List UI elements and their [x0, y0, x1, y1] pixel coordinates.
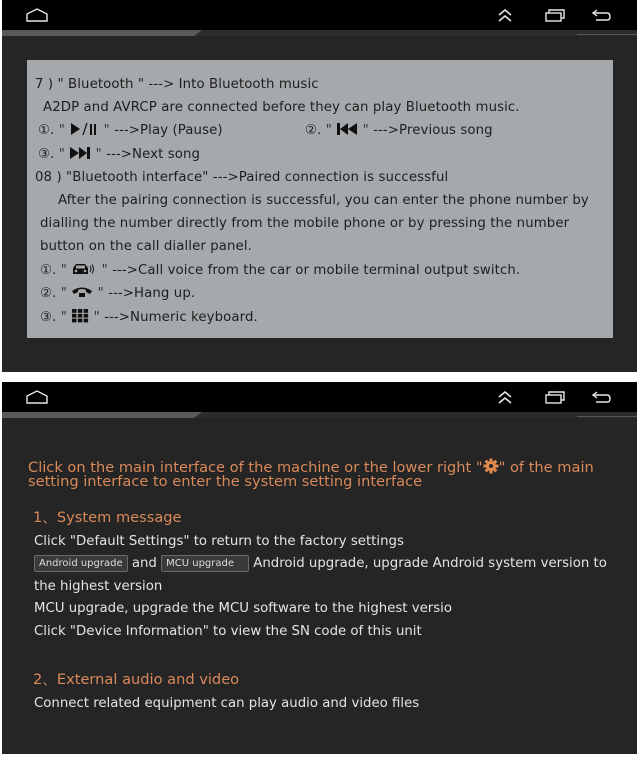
bluetooth-help-screen [2, 0, 637, 372]
system-settings-help-screen [2, 382, 637, 754]
play-pause-icon [69, 122, 99, 142]
numeric-keypad-icon [71, 308, 89, 329]
android-upgrade-button[interactable]: Android upgrade [34, 555, 128, 572]
bluetooth-doc-box [27, 60, 613, 338]
section-1-title: 1、System message [33, 509, 182, 526]
intro-line-2: setting interface to enter the system setting interface [28, 473, 423, 490]
section-2-title: 2、External audio and video [33, 671, 240, 688]
navbar-shadow [2, 30, 637, 36]
next-song-icon [69, 146, 91, 166]
section-1-line-5: Click "Device Information" to view the SN code of this unit [34, 624, 422, 639]
list-item-hang-up: ②. " " --->Hang up. [40, 285, 195, 305]
previous-song-icon [336, 122, 358, 142]
recent-apps-icon[interactable] [544, 7, 566, 23]
intro-line-1: Click on the main interface of the machine or the lower right " " of the main [28, 459, 594, 476]
section-7-heading: 7 ) " Bluetooth " ---> Into Bluetooth music [35, 77, 319, 92]
home-icon[interactable] [25, 7, 49, 23]
hang-up-icon [71, 285, 93, 305]
section-8-para-line3: button on the call dialler panel. [40, 239, 252, 254]
back-icon[interactable] [590, 7, 612, 23]
list-item-play-pause: ①. " " --->Play (Pause) [38, 122, 223, 142]
list-item-numeric-keypad: ③. " " --->Numeric keyboard. [40, 308, 258, 329]
list-item-car-voice-switch: ①. " " --->Call voice from the car or mobile terminal output switch. [40, 262, 520, 282]
section-2-line-1: Connect related equipment can play audio and video files [34, 696, 420, 711]
settings-help-content [2, 382, 637, 754]
section-8-para-line1: After the pairing connection is successful, you can enter the phone number by [58, 193, 589, 208]
section-7-note: A2DP and AVRCP are connected before they can play Bluetooth music. [43, 100, 520, 115]
section-1-line-2: Android upgrade and MCU upgrade Android upgrade, upgrade Android system version to [34, 555, 607, 573]
section-1-line-3: the highest version [34, 579, 163, 594]
section-1-line-1: Click "Default Settings" to return to the factory settings [34, 534, 404, 549]
section-8-heading: 08 ) "Bluetooth interface" --->Paired connection is successful [35, 170, 449, 185]
car-voice-switch-icon [71, 262, 97, 282]
gear-icon [483, 458, 499, 478]
section-8-para-line2: dialling the number directly from the mobile phone or by pressing the number [40, 216, 570, 231]
expand-up-icon[interactable] [496, 7, 514, 23]
section-1-line-4: MCU upgrade, upgrade the MCU software to the highest versio [34, 601, 453, 616]
list-item-previous-song: ②. " " --->Previous song [305, 122, 493, 142]
system-navbar [2, 0, 637, 30]
mcu-upgrade-button[interactable]: MCU upgrade [161, 555, 249, 572]
list-item-next-song: ③. " " --->Next song [38, 146, 200, 166]
